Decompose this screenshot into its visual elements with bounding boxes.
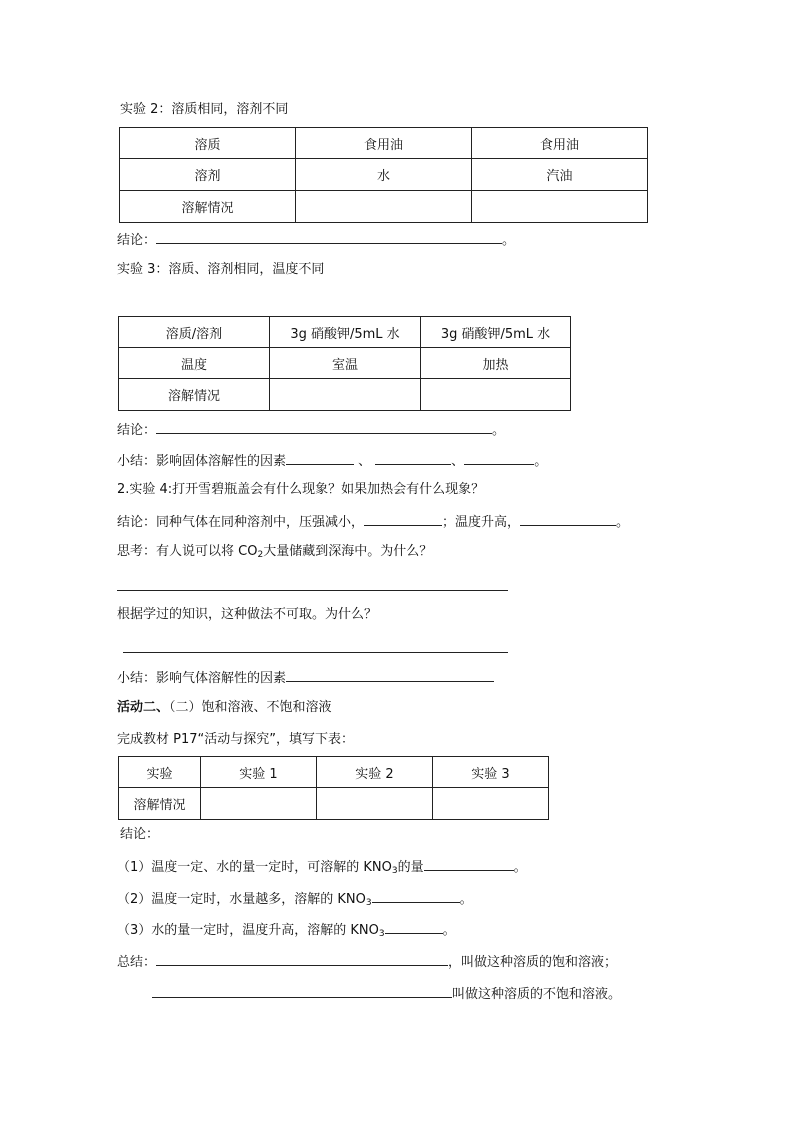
exp3-answer-cell[interactable] (421, 379, 571, 411)
activity2-answer-cell[interactable] (317, 788, 433, 820)
gas-factor-blank[interactable] (286, 668, 494, 682)
summary-gas: 小结：影响气体溶解性的因素 (117, 668, 494, 688)
activity2-cell: 溶解情况 (119, 788, 201, 820)
exp2-cell: 食用油 (472, 128, 648, 159)
exp2-cell: 溶质 (120, 128, 296, 159)
exp2-cell: 水 (296, 159, 472, 191)
temperature-blank[interactable] (520, 512, 616, 526)
conclusion-3-blank[interactable] (385, 920, 443, 934)
activity2-header-cell: 实验 2 (317, 757, 433, 788)
activity2-answer-cell[interactable] (201, 788, 317, 820)
think-question: 思考：有人说可以将 $CO_2$大量储藏到深海中。为什么？ (117, 544, 433, 560)
exp2-table (119, 127, 648, 223)
exp3-cell: 3g 硝酸钾/5mL 水 (270, 317, 421, 348)
exp3-title: 实验 3：溶质、溶剂相同，温度不同 (117, 262, 325, 277)
exp2-answer-cell[interactable] (296, 191, 472, 223)
activity2-conclusion-2: （2）温度一定时，水量越多，溶解的 $KNO_3$ 。 (117, 889, 473, 912)
pressure-blank[interactable] (364, 512, 442, 526)
unsaturated-definition-blank[interactable] (152, 984, 452, 998)
exp4-question: 2.实验 4:打开雪碧瓶盖会有什么现象？如果加热会有什么现象？ (117, 482, 485, 497)
exp3-cell: 溶解情况 (119, 379, 270, 411)
solid-factor-blank-1[interactable] (286, 451, 354, 465)
exp3-cell: 溶质/溶剂 (119, 317, 270, 348)
exp3-cell: 温度 (119, 348, 270, 379)
activity2-table (118, 756, 549, 820)
saturated-definition-blank[interactable] (156, 952, 448, 966)
total-line-2: 叫做这种溶质的不饱和溶液。 (152, 984, 621, 1004)
solid-factor-blank-2[interactable] (375, 451, 451, 465)
exp2-cell: 食用油 (296, 128, 472, 159)
exp3-conclusion: 结论： 。 (117, 420, 505, 440)
activity2-header-cell: 实验 (119, 757, 201, 788)
think-answer-line[interactable] (117, 590, 508, 591)
exp3-cell: 3g 硝酸钾/5mL 水 (421, 317, 571, 348)
conclusion-1-blank[interactable] (424, 857, 514, 871)
activity2-title: 活动二、（二）饱和溶液、不饱和溶液 (117, 700, 332, 715)
activity2-conclusion-label: 结论： (120, 827, 160, 842)
exp3-answer-cell[interactable] (270, 379, 421, 411)
activity2-header-cell: 实验 3 (433, 757, 549, 788)
solid-factor-blank-3[interactable] (464, 451, 534, 465)
activity2-instruction: 完成教材 P17“活动与探究”，填写下表： (117, 732, 354, 747)
think-question-2: 根据学过的知识，这种做法不可取。为什么？ (117, 607, 378, 622)
exp3-conclusion-blank[interactable] (156, 420, 492, 434)
exp2-conclusion: 结论： 。 (117, 230, 515, 250)
exp2-answer-cell[interactable] (472, 191, 648, 223)
total-line-1: 总结： ，叫做这种溶质的饱和溶液； (117, 952, 617, 972)
exp3-table (118, 316, 571, 411)
exp3-cell: 加热 (421, 348, 571, 379)
exp2-cell: 溶解情况 (120, 191, 296, 223)
activity2-answer-cell[interactable] (433, 788, 549, 820)
exp2-cell: 溶剂 (120, 159, 296, 191)
exp2-title: 实验 2：溶质相同，溶剂不同 (120, 102, 289, 117)
activity2-conclusion-3: （3）水的量一定时，温度升高，溶解的 $KNO_3$ 。 (117, 920, 456, 943)
conclusion-2-blank[interactable] (372, 889, 460, 903)
activity2-header-cell: 实验 1 (201, 757, 317, 788)
exp3-cell: 室温 (270, 348, 421, 379)
exp4-conclusion: 结论：同种气体在同种溶剂中，压强减小， ；温度升高， 。 (117, 512, 629, 532)
exp2-conclusion-blank[interactable] (156, 230, 502, 244)
exp2-cell: 汽油 (472, 159, 648, 191)
summary-solid: 小结：影响固体溶解性的因素 、 、 。 (117, 451, 547, 471)
activity2-conclusion-1: （1）温度一定、水的量一定时，可溶解的 $KNO_3$的量 。 (117, 857, 527, 880)
think-answer-line-2[interactable] (123, 652, 508, 653)
